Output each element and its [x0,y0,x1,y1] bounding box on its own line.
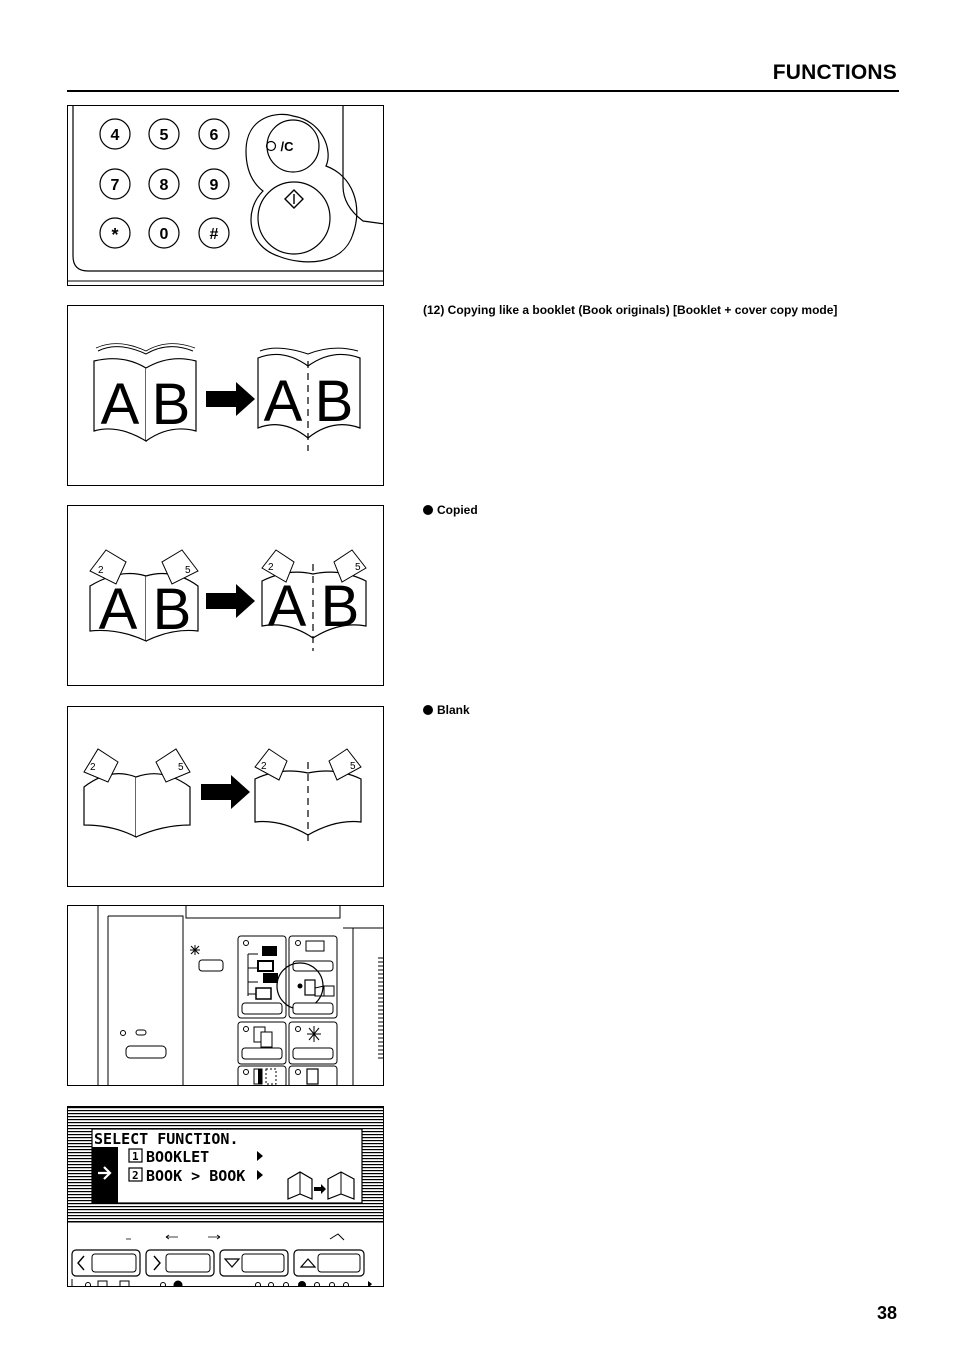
key-star-label: * [111,225,119,245]
copied-cover-illustration [67,505,384,686]
mode-icon-3 [263,973,278,983]
star-button[interactable] [293,1048,333,1059]
arrow-icon [206,584,255,618]
copy-letter-right: B [314,369,354,434]
page-number: 38 [876,1303,897,1323]
link-icon [136,1030,146,1035]
cover-letter-right: B [152,577,192,642]
key-6[interactable] [199,119,229,149]
key-hash-label: # [209,226,219,243]
copy-corner-right: 5 [355,562,361,573]
copy-letter-left: A [263,369,303,434]
density-dark-icon [368,1281,372,1287]
lcd-cursor-bar [92,1147,118,1203]
key-7-label: 7 [110,177,120,194]
corner-left: 2 [98,565,104,576]
copied-label-text: Copied [437,503,478,517]
lcd-option-booklet[interactable]: BOOKLET [146,1148,210,1166]
key-0[interactable] [149,218,179,248]
lcd-panel-illustration [67,1106,384,1287]
key-hash[interactable] [199,218,229,248]
blank-corner-left: 2 [90,762,96,773]
mode-icon-2 [258,961,273,971]
book-letter-left: A [100,372,140,437]
lcd-option1-number: 1 [132,1150,139,1163]
key-star[interactable] [100,218,130,248]
up-button[interactable] [294,1250,364,1276]
blank-cover-illustration [67,706,384,887]
lcd-option-book-to-book[interactable]: BOOK > BOOK [146,1167,246,1185]
bullet-icon [423,705,433,715]
star-icon [307,1026,321,1042]
header-rule [67,90,899,92]
bullet-icon [423,505,433,515]
key-4-label: 4 [110,127,120,144]
mode-icon-4 [256,988,271,999]
sort-button[interactable] [242,1048,282,1059]
key-8[interactable] [149,169,179,199]
lcd-option2-number: 2 [132,1169,139,1182]
key-0-label: 0 [159,226,169,243]
auto-button[interactable] [199,960,223,971]
down-button[interactable] [220,1250,288,1276]
blank-copy-corner-left: 2 [261,761,267,772]
book-letter-right: B [151,372,191,437]
key-5-label: 5 [159,127,169,144]
key-9-label: 9 [209,177,219,194]
cover-letter-left: A [98,577,138,642]
start-key[interactable] [258,182,330,254]
key-9[interactable] [199,169,229,199]
section-heading-booklet: (12) Copying like a booklet (Book originals) [Booklet + cover copy mode] [423,303,838,317]
right-button[interactable] [146,1250,214,1276]
blank-label [423,703,470,717]
arrow-icon [206,382,255,416]
arrow-icon [201,775,250,809]
mode-icon-1 [262,946,277,956]
keypad-illustration [67,105,384,286]
mode-select-button[interactable] [242,1003,282,1014]
blank-label-text: Blank [437,703,470,717]
book-originals-illustration [67,305,384,486]
blank-corner-right: 5 [178,762,184,773]
left-button[interactable] [72,1250,140,1276]
copied-label [423,503,478,517]
key-5[interactable] [149,119,179,149]
stop-clear-key[interactable] [267,120,320,172]
keypad-keys [100,119,229,248]
key-7[interactable] [100,169,130,199]
panel-button-left[interactable] [126,1046,166,1058]
copy-corner-left: 2 [268,562,274,573]
key-4[interactable] [100,119,130,149]
lcd-title: SELECT FUNCTION. [94,1130,239,1148]
page-header-title: FUNCTIONS [772,61,897,84]
booklet-button[interactable] [293,1003,333,1014]
key-8-label: 8 [159,177,169,194]
asterisk-icon [190,945,200,955]
stop-clear-label: /C [280,139,294,154]
control-panel-illustration [67,905,384,1086]
corner-right: 5 [185,565,191,576]
key-6-label: 6 [209,127,219,144]
hand-icon [330,1234,344,1240]
copied-letter-left: A [267,574,307,639]
blank-copy-corner-right: 5 [350,761,356,772]
copied-letter-right: B [320,574,360,639]
